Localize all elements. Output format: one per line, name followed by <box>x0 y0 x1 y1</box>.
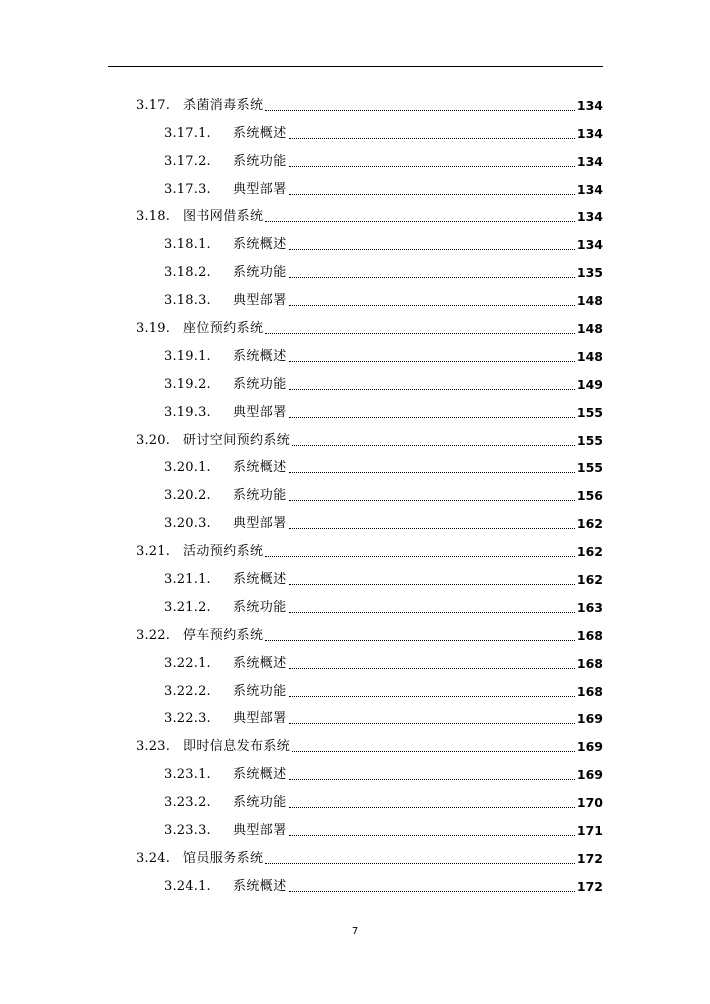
toc-entry-number: 3.18. <box>136 209 171 225</box>
toc-section-entry[interactable] <box>108 198 603 226</box>
toc-entry-page: 169 <box>576 767 603 783</box>
toc-dot-leader <box>289 194 575 195</box>
toc-dot-leader <box>289 417 575 418</box>
toc-entry-title: 典型部署 <box>233 711 287 727</box>
toc-subsection-entry[interactable] <box>108 142 603 170</box>
toc-section-entry[interactable] <box>108 727 603 755</box>
toc-subsection-entry[interactable] <box>108 811 603 839</box>
toc-entry-page: 168 <box>576 655 603 671</box>
toc-entry-page: 172 <box>576 878 603 894</box>
toc-subsection-entry[interactable] <box>108 560 603 588</box>
toc-entry-page: 134 <box>576 237 603 253</box>
toc-dot-leader <box>289 891 575 892</box>
toc-entry-page: 148 <box>576 321 603 337</box>
toc-section-entry[interactable] <box>108 532 603 560</box>
toc-section-entry[interactable] <box>108 421 603 449</box>
toc-entry-number: 3.20.3. <box>164 516 211 532</box>
toc-dot-leader <box>265 640 575 641</box>
toc-entry-number: 3.23.1. <box>164 767 211 783</box>
toc-entry-number: 3.19.1. <box>164 348 211 364</box>
toc-entry-page: 148 <box>576 293 603 309</box>
table-of-contents <box>108 86 603 895</box>
toc-dot-leader <box>289 277 575 278</box>
toc-dot-leader <box>289 807 575 808</box>
toc-entry-title: 杀菌消毒系统 <box>183 97 264 113</box>
toc-entry-page: 170 <box>576 795 603 811</box>
toc-entry-page: 155 <box>576 460 603 476</box>
toc-dot-leader <box>265 556 575 557</box>
toc-subsection-entry[interactable] <box>108 755 603 783</box>
header-rule <box>108 66 603 67</box>
toc-dot-leader <box>265 221 575 222</box>
toc-subsection-entry[interactable] <box>108 365 603 393</box>
toc-entry-title: 系统功能 <box>233 265 287 281</box>
toc-entry-number: 3.22. <box>136 627 171 643</box>
toc-entry-title: 系统概述 <box>233 767 287 783</box>
toc-entry-number: 3.19.3. <box>164 404 211 420</box>
toc-dot-leader <box>289 249 575 250</box>
toc-entry-number: 3.22.1. <box>164 655 211 671</box>
toc-entry-number: 3.17.1. <box>164 125 211 141</box>
toc-entry-title: 典型部署 <box>233 404 287 420</box>
toc-entry-title: 研讨空间预约系统 <box>183 432 291 448</box>
toc-entry-title: 典型部署 <box>233 181 287 197</box>
toc-subsection-entry[interactable] <box>108 672 603 700</box>
toc-entry-title: 系统功能 <box>233 488 287 504</box>
toc-subsection-entry[interactable] <box>108 170 603 198</box>
toc-entry-page: 134 <box>576 153 603 169</box>
toc-subsection-entry[interactable] <box>108 783 603 811</box>
toc-entry-title: 系统功能 <box>233 153 287 169</box>
toc-entry-page: 134 <box>576 97 603 113</box>
toc-dot-leader <box>292 751 575 752</box>
toc-subsection-entry[interactable] <box>108 644 603 672</box>
toc-entry-title: 典型部署 <box>233 516 287 532</box>
toc-entry-page: 134 <box>576 125 603 141</box>
toc-dot-leader <box>289 696 575 697</box>
toc-section-entry[interactable] <box>108 309 603 337</box>
toc-entry-title: 活动预约系统 <box>183 544 264 560</box>
toc-dot-leader <box>289 138 575 139</box>
toc-entry-page: 172 <box>576 850 603 866</box>
toc-entry-title: 系统概述 <box>233 125 287 141</box>
toc-entry-number: 3.17.3. <box>164 181 211 197</box>
toc-entry-number: 3.19.2. <box>164 376 211 392</box>
toc-dot-leader <box>289 779 575 780</box>
toc-entry-number: 3.17.2. <box>164 153 211 169</box>
toc-entry-number: 3.17. <box>136 97 171 113</box>
toc-entry-title: 系统概述 <box>233 237 287 253</box>
toc-dot-leader <box>265 863 575 864</box>
toc-dot-leader <box>289 584 575 585</box>
toc-entry-number: 3.20.2. <box>164 488 211 504</box>
toc-subsection-entry[interactable] <box>108 700 603 728</box>
toc-entry-title: 图书网借系统 <box>183 209 264 225</box>
toc-entry-number: 3.20. <box>136 432 171 448</box>
toc-entry-page: 169 <box>576 739 603 755</box>
toc-entry-title: 停车预约系统 <box>183 627 264 643</box>
toc-entry-number: 3.24. <box>136 850 171 866</box>
toc-dot-leader <box>289 835 575 836</box>
toc-entry-number: 3.18.3. <box>164 293 211 309</box>
toc-entry-page: 148 <box>576 348 603 364</box>
toc-entry-page: 134 <box>576 181 603 197</box>
toc-subsection-entry[interactable] <box>108 588 603 616</box>
toc-entry-number: 3.22.3. <box>164 711 211 727</box>
toc-entry-page: 169 <box>576 711 603 727</box>
toc-entry-page: 162 <box>576 544 603 560</box>
toc-entry-title: 系统功能 <box>233 795 287 811</box>
toc-subsection-entry[interactable] <box>108 253 603 281</box>
toc-entry-title: 系统功能 <box>233 683 287 699</box>
toc-dot-leader <box>289 166 575 167</box>
toc-entry-number: 3.24.1. <box>164 878 211 894</box>
toc-dot-leader <box>289 361 575 362</box>
toc-subsection-entry[interactable] <box>108 281 603 309</box>
toc-section-entry[interactable] <box>108 839 603 867</box>
toc-entry-title: 系统概述 <box>233 655 287 671</box>
toc-subsection-entry[interactable] <box>108 504 603 532</box>
toc-entry-number: 3.19. <box>136 321 171 337</box>
toc-entry-title: 座位预约系统 <box>183 321 264 337</box>
toc-subsection-entry[interactable] <box>108 337 603 365</box>
toc-dot-leader <box>265 110 575 111</box>
toc-entry-page: 156 <box>576 488 603 504</box>
toc-entry-title: 系统概述 <box>233 348 287 364</box>
toc-entry-page: 171 <box>576 823 603 839</box>
toc-dot-leader <box>289 389 575 390</box>
toc-entry-page: 149 <box>576 376 603 392</box>
toc-section-entry[interactable] <box>108 86 603 114</box>
toc-subsection-entry[interactable] <box>108 476 603 504</box>
toc-entry-title: 即时信息发布系统 <box>183 739 291 755</box>
toc-entry-title: 典型部署 <box>233 293 287 309</box>
toc-entry-number: 3.21.1. <box>164 572 211 588</box>
toc-dot-leader <box>289 472 575 473</box>
toc-entry-title: 系统功能 <box>233 599 287 615</box>
toc-dot-leader <box>289 612 575 613</box>
toc-entry-page: 162 <box>576 516 603 532</box>
toc-entry-number: 3.21.2. <box>164 599 211 615</box>
toc-entry-title: 系统概述 <box>233 878 287 894</box>
toc-entry-page: 134 <box>576 209 603 225</box>
toc-entry-number: 3.20.1. <box>164 460 211 476</box>
toc-entry-number: 3.22.2. <box>164 683 211 699</box>
toc-dot-leader <box>265 333 575 334</box>
toc-entry-page: 155 <box>576 432 603 448</box>
toc-entry-page: 155 <box>576 404 603 420</box>
toc-entry-page: 163 <box>576 599 603 615</box>
toc-dot-leader <box>289 500 575 501</box>
toc-subsection-entry[interactable] <box>108 867 603 895</box>
toc-entry-page: 135 <box>576 265 603 281</box>
toc-entry-title: 系统概述 <box>233 572 287 588</box>
toc-entry-page: 168 <box>576 627 603 643</box>
page-number: 7 <box>351 926 359 937</box>
toc-entry-number: 3.18.2. <box>164 265 211 281</box>
toc-entry-number: 3.23.2. <box>164 795 211 811</box>
toc-subsection-entry[interactable] <box>108 114 603 142</box>
toc-entry-number: 3.23.3. <box>164 823 211 839</box>
toc-entry-title: 系统概述 <box>233 460 287 476</box>
toc-entry-title: 系统功能 <box>233 376 287 392</box>
toc-subsection-entry[interactable] <box>108 393 603 421</box>
toc-entry-page: 162 <box>576 572 603 588</box>
toc-dot-leader <box>289 723 575 724</box>
toc-section-entry[interactable] <box>108 616 603 644</box>
toc-dot-leader <box>289 528 575 529</box>
toc-entry-page: 168 <box>576 683 603 699</box>
toc-dot-leader <box>289 305 575 306</box>
toc-dot-leader <box>292 445 575 446</box>
toc-entry-number: 3.21. <box>136 544 171 560</box>
toc-entry-number: 3.18.1. <box>164 237 211 253</box>
toc-entry-title: 馆员服务系统 <box>183 850 264 866</box>
toc-entry-title: 典型部署 <box>233 823 287 839</box>
toc-dot-leader <box>289 668 575 669</box>
toc-entry-number: 3.23. <box>136 739 171 755</box>
toc-subsection-entry[interactable] <box>108 225 603 253</box>
toc-subsection-entry[interactable] <box>108 449 603 477</box>
